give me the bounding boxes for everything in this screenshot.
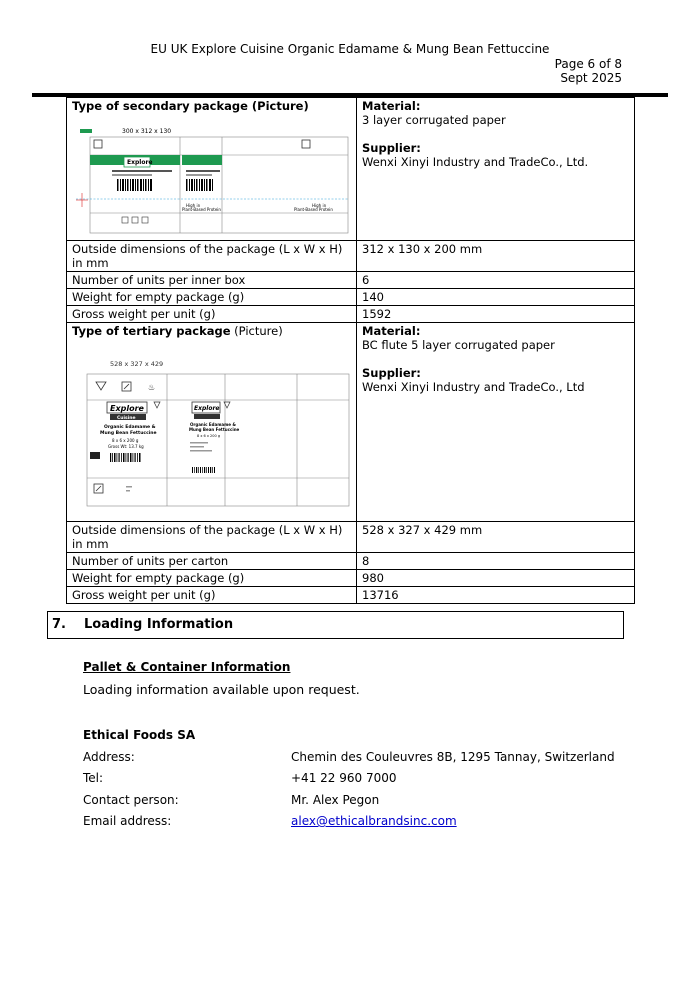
table-row xyxy=(67,272,635,289)
secondary-highin-right: High in xyxy=(312,203,327,208)
secondary-brand-text: Explore xyxy=(127,159,153,166)
table-row xyxy=(67,289,635,306)
packaging-table xyxy=(66,97,635,604)
row-value: 312 x 130 x 200 mm xyxy=(357,241,635,272)
secondary-supplier-label: Supplier: xyxy=(362,141,421,155)
tel-value: +41 22 960 7000 xyxy=(291,771,397,785)
tertiary-picture-cell xyxy=(67,323,357,522)
row-value: 8 xyxy=(357,553,635,570)
secondary-picture-cell xyxy=(67,98,357,241)
table-row xyxy=(67,553,635,570)
row-value: 13716 xyxy=(357,587,635,604)
tel-label: Tel: xyxy=(83,771,104,785)
section-7-heading xyxy=(47,611,624,639)
address-value: Chemin des Couleuvres 8B, 1295 Tannay, Switzerland xyxy=(291,750,615,764)
row-label: Outside dimensions of the package (L x W x H) in mm xyxy=(67,241,357,272)
contact-label: Contact person: xyxy=(83,793,179,807)
tertiary-gross-text: Gross Wt: 13.7 kg xyxy=(108,444,144,449)
tertiary-supplier-label: Supplier: xyxy=(362,366,421,380)
tertiary-qty-text: 8 x 6 x 200 g xyxy=(112,438,139,443)
document-title: EU UK Explore Cuisine Organic Edamame & Mung Bean Fettuccine xyxy=(150,42,550,56)
tertiary-brand-text: Explore xyxy=(110,404,144,413)
table-row xyxy=(67,241,635,272)
page-number: Page 6 of 8 xyxy=(554,57,622,71)
tertiary-product2-text: Mung Bean Fettuccine xyxy=(100,431,157,436)
row-label: Outside dimensions of the package (L x W x H) in mm xyxy=(67,522,357,553)
tertiary-supplier-value: Wenxi Xinyi Industry and TradeCo., Ltd xyxy=(362,380,585,394)
tertiary-label: Type of tertiary package xyxy=(72,324,231,338)
tertiary-package-row xyxy=(67,323,635,522)
tertiary-brand-side: Explore xyxy=(194,405,220,412)
secondary-protein-left: Plant-Based Protein xyxy=(182,207,221,212)
tertiary-label-suffix: (Picture) xyxy=(230,324,283,338)
tertiary-dims-text: 528 x 327 x 429 xyxy=(110,360,164,368)
tertiary-product-text: Organic Edamame & xyxy=(104,425,156,430)
row-value: 6 xyxy=(357,272,635,289)
tertiary-package-drawing xyxy=(72,340,352,520)
company-name: Ethical Foods SA xyxy=(83,728,196,742)
tertiary-brand2-text: Cuisine xyxy=(117,416,136,421)
table-row xyxy=(67,587,635,604)
secondary-highin-left: High in xyxy=(186,203,201,208)
email-label: Email address: xyxy=(83,814,172,828)
pallet-heading: Pallet & Container Information xyxy=(83,660,291,674)
contact-value: Mr. Alex Pegon xyxy=(291,793,380,807)
svg-text:♨: ♨ xyxy=(148,383,156,392)
tertiary-product4-text: Mung Bean Fettuccine xyxy=(189,427,240,432)
table-row xyxy=(67,306,635,323)
secondary-material-cell xyxy=(357,98,635,241)
table-row xyxy=(67,570,635,587)
tertiary-qty2-text: 8 x 6 x 200 g xyxy=(197,434,221,438)
row-label: Weight for empty package (g) xyxy=(67,570,357,587)
tertiary-material-label: Material: xyxy=(362,324,421,338)
secondary-protein-right: Plant-Based Protein xyxy=(294,207,333,212)
table-row xyxy=(67,522,635,553)
secondary-dims-text: 300 x 312 x 130 xyxy=(122,128,172,135)
row-label: Gross weight per unit (g) xyxy=(67,587,357,604)
row-label: Number of units per inner box xyxy=(67,272,357,289)
secondary-material-value: 3 layer corrugated paper xyxy=(362,113,506,127)
tertiary-material-value: BC flute 5 layer corrugated paper xyxy=(362,338,555,352)
row-label: Number of units per carton xyxy=(67,553,357,570)
row-value: 1592 xyxy=(357,306,635,323)
address-label: Address: xyxy=(83,750,135,764)
email-link[interactable]: alex@ethicalbrandsinc.com xyxy=(291,814,457,828)
row-label: Gross weight per unit (g) xyxy=(67,306,357,323)
secondary-package-drawing xyxy=(72,115,352,239)
row-label: Weight for empty package (g) xyxy=(67,289,357,306)
section-title: Loading Information xyxy=(84,617,234,632)
secondary-material-label: Material: xyxy=(362,99,421,113)
row-value: 528 x 327 x 429 mm xyxy=(357,522,635,553)
pallet-text: Loading information available upon request. xyxy=(83,682,360,697)
email-value xyxy=(291,814,457,828)
secondary-supplier-value: Wenxi Xinyi Industry and TradeCo., Ltd. xyxy=(362,155,589,169)
secondary-label: Type of secondary package (Picture) xyxy=(72,99,309,113)
page-info xyxy=(555,57,622,85)
row-value: 140 xyxy=(357,289,635,306)
secondary-package-row xyxy=(67,98,635,241)
section-number: 7. xyxy=(52,617,66,632)
tertiary-material-cell xyxy=(357,323,635,522)
page-date: Sept 2025 xyxy=(560,71,622,85)
tertiary-product3-text: Organic Edamame & xyxy=(190,422,236,427)
row-value: 980 xyxy=(357,570,635,587)
